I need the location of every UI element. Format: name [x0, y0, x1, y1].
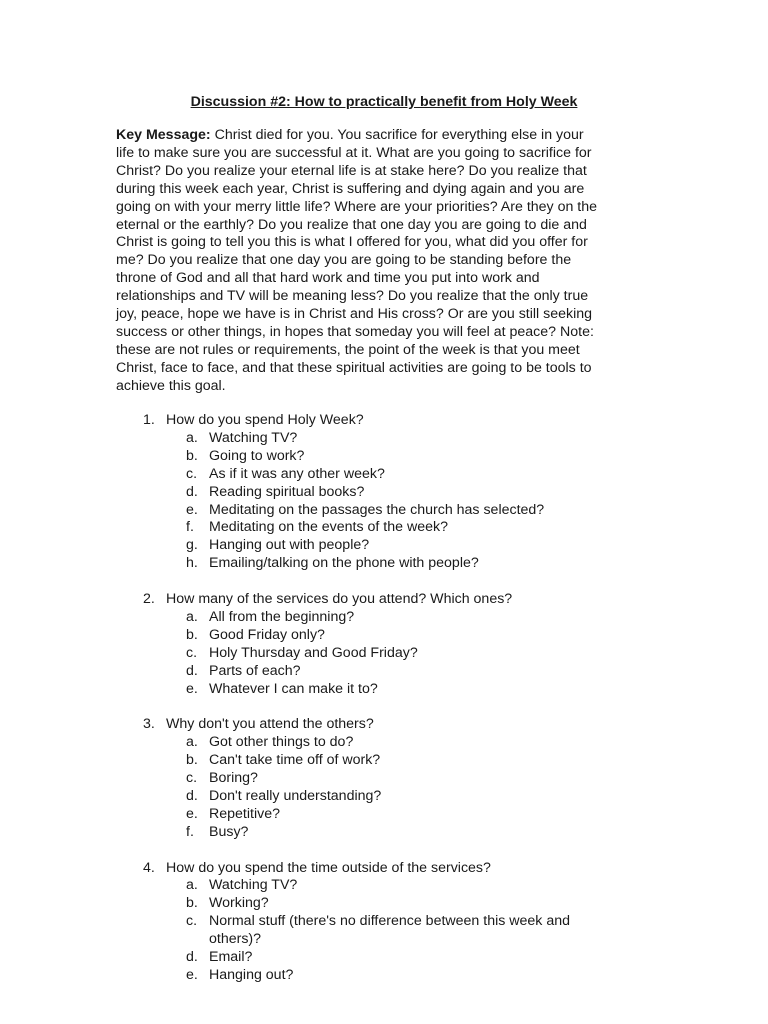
answer-option — [0, 877, 768, 895]
option-text: Meditating on the passages the church has selected? — [209, 501, 545, 518]
option-letter: b. — [186, 626, 198, 643]
answer-option — [0, 609, 768, 627]
option-letter: a. — [186, 608, 198, 625]
answer-option — [0, 484, 768, 502]
answer-option — [0, 537, 768, 555]
option-letter: d. — [186, 662, 198, 679]
question-1 — [0, 412, 768, 573]
option-letter: d. — [186, 483, 198, 500]
question-text: Why don't you attend the others? — [166, 716, 374, 733]
question-number: 1. — [143, 412, 155, 428]
answer-option — [0, 502, 768, 520]
answer-option — [0, 770, 768, 788]
answer-option — [0, 734, 768, 752]
answer-option — [0, 895, 768, 913]
question-text: How many of the services do you attend? Which ones? — [166, 591, 513, 608]
option-letter: e. — [186, 805, 198, 822]
question-3 — [0, 716, 768, 841]
question-list — [0, 412, 768, 1003]
option-letter: b. — [186, 752, 198, 769]
option-letter: c. — [186, 913, 198, 930]
option-text: Watching TV? — [209, 877, 298, 894]
option-text: Whatever I can make it to? — [209, 680, 378, 697]
option-letter: a. — [186, 734, 198, 751]
option-text: Can't take time off of work? — [209, 752, 381, 769]
option-text: Meditating on the events of the week? — [209, 519, 448, 536]
option-letter: a. — [186, 877, 198, 894]
option-text: Repetitive? — [209, 805, 280, 822]
option-letter: b. — [186, 895, 198, 912]
key-message-text: Christ died for you. You sacrifice for everything else in your life to make sure you are successful at it. What are you going to sacrifice for Christ? Do you realize your eternal life is at stake here? Do you realize that during this week each year, Christ is suffering and dying again and you are going on with your merry little life? Where are your priorities? Are they on the eternal or the earthly? Do you realize that one day you are going to die and Christ is going to tell you this is what I offered for you, what did you offer for me? Do you realize that one day you are going to be standing before the throne of God and all that hard work and time you put into work and relationships and TV will be meaning less? Do you realize that the only true joy, peace, hope we have is in Christ and His cross? Or are you still seeking success or other things, in hopes that someday you will feel at peace? Note: these are not rules or requirements, the point of the week is that you meet Christ, face to face, and that these spiritual activities are going to be tools to achieve this goal. — [116, 127, 598, 394]
option-text: Working? — [209, 895, 269, 912]
option-text: Don't really understanding? — [209, 787, 382, 804]
option-text: Got other things to do? — [209, 734, 354, 751]
option-text: As if it was any other week? — [209, 465, 385, 482]
answer-option — [0, 824, 768, 842]
option-letter: d. — [186, 787, 198, 804]
answer-option — [0, 555, 768, 573]
option-text: Good Friday only? — [209, 626, 325, 643]
answer-option — [0, 913, 768, 949]
key-message-paragraph — [116, 127, 656, 396]
option-text: Parts of each? — [209, 662, 301, 679]
option-text: Going to work? — [209, 447, 305, 464]
option-text: Emailing/talking on the phone with people? — [209, 555, 479, 572]
option-letter: f. — [186, 519, 194, 536]
question-2 — [0, 591, 768, 698]
answer-option — [0, 752, 768, 770]
question-heading — [0, 591, 768, 609]
option-letter: e. — [186, 966, 198, 983]
option-text: Hanging out with people? — [209, 537, 370, 554]
option-letter: g. — [186, 537, 198, 554]
answer-option — [0, 806, 768, 824]
answer-option — [0, 627, 768, 645]
option-letter: b. — [186, 447, 198, 464]
option-text: Normal stuff (there's no difference between this week and others)? — [209, 913, 571, 948]
question-heading — [0, 860, 768, 878]
question-text: How do you spend the time outside of the services? — [166, 859, 491, 876]
option-text: Hanging out? — [209, 966, 294, 983]
answer-option — [0, 448, 768, 466]
answer-option — [0, 645, 768, 663]
answer-option — [0, 466, 768, 484]
option-letter: d. — [186, 949, 198, 966]
option-text: Holy Thursday and Good Friday? — [209, 644, 418, 661]
option-letter: e. — [186, 501, 198, 518]
answer-option — [0, 949, 768, 967]
option-letter: c. — [186, 770, 198, 787]
option-text: Busy? — [209, 823, 249, 840]
option-letter: c. — [186, 644, 198, 661]
question-number: 2. — [143, 591, 155, 608]
question-number: 4. — [143, 859, 155, 876]
question-4 — [0, 860, 768, 985]
key-message-label: Key Message: — [116, 127, 211, 143]
question-text: How do you spend Holy Week? — [166, 412, 364, 428]
option-letter: c. — [186, 465, 198, 482]
document-title: Discussion #2: How to practically benefit from Holy Week — [190, 94, 578, 110]
option-text: Reading spiritual books? — [209, 483, 365, 500]
answer-option — [0, 967, 768, 985]
option-letter: a. — [186, 429, 198, 446]
question-number: 3. — [143, 716, 155, 733]
answer-option — [0, 663, 768, 681]
option-letter: f. — [186, 823, 194, 840]
option-text: Boring? — [209, 770, 258, 787]
answer-option — [0, 788, 768, 806]
option-text: Watching TV? — [209, 429, 298, 446]
option-letter: h. — [186, 555, 198, 572]
answer-option — [0, 430, 768, 448]
option-letter: e. — [186, 680, 198, 697]
question-heading — [0, 716, 768, 734]
option-text: All from the beginning? — [209, 608, 355, 625]
answer-option — [0, 519, 768, 537]
option-text: Email? — [209, 949, 253, 966]
question-heading — [0, 412, 768, 430]
answer-option — [0, 681, 768, 699]
